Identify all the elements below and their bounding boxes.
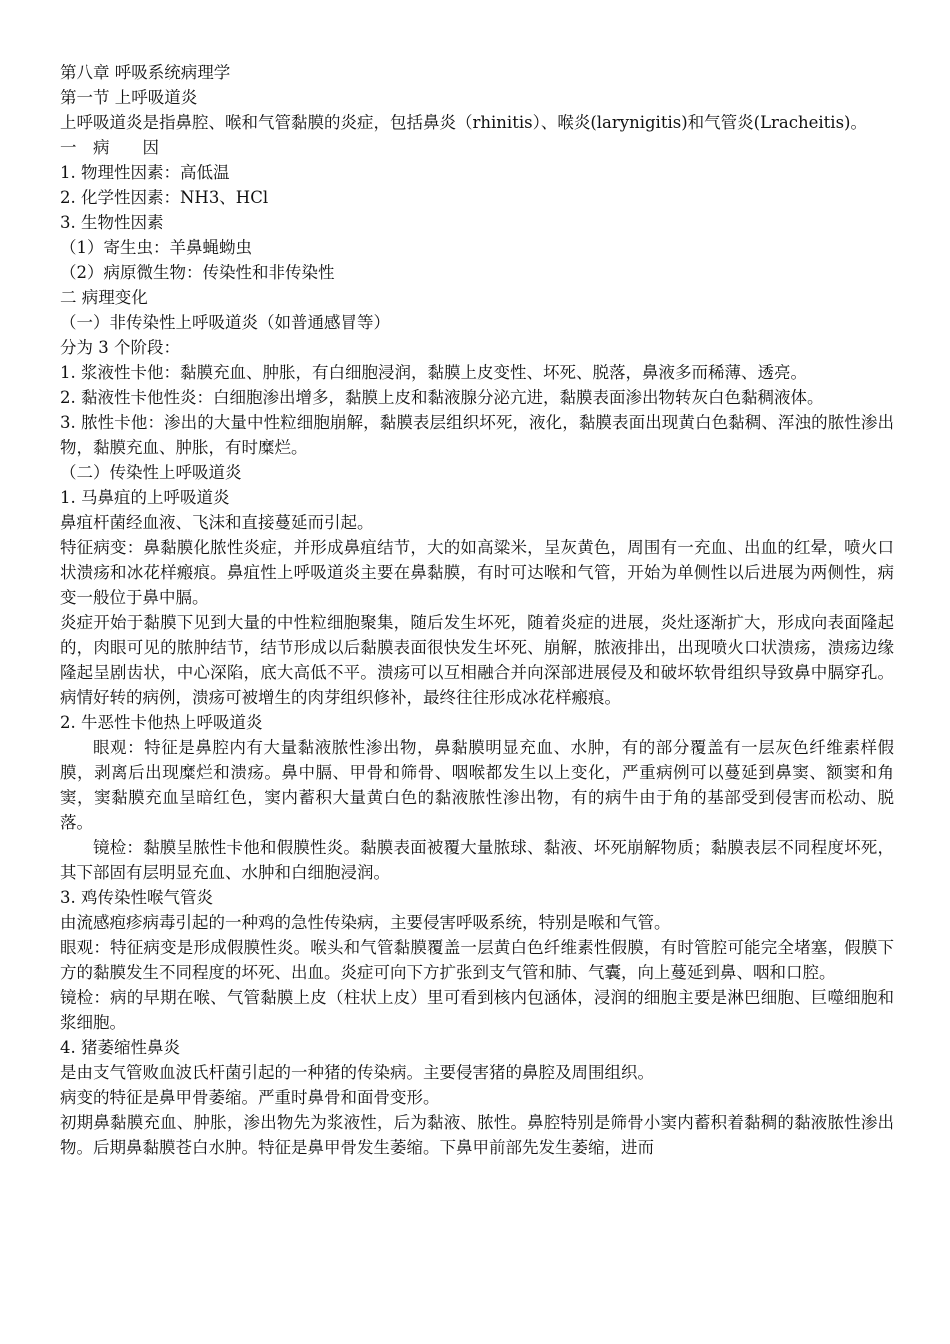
list-item: 1. 物理性因素：高低温: [60, 163, 230, 182]
paragraph: 镜检：病的早期在喉、气管黏膜上皮（柱状上皮）里可看到核内包涵体，浸润的细胞主要是淋巴细胞、巨噬细胞和浆细胞。: [60, 988, 894, 1032]
heading-pathology: 二 病理变化: [60, 288, 148, 307]
paragraph: 初期鼻黏膜充血、肿胀，渗出物先为浆液性，后为黏液、脓性。鼻腔特别是筛骨小窦内蓄积着黏稠的黏液脓性渗出物。后期鼻黏膜苍白水肿。特征是鼻甲骨发生萎缩。下鼻甲前部先发生萎缩，进而: [60, 1113, 894, 1157]
heading-etiology: 一 病 因: [60, 138, 159, 157]
paragraph: 鼻疽杆菌经血液、飞沫和直接蔓延而引起。: [60, 513, 374, 532]
paragraph: 由流感疱疹病毒引起的一种鸡的急性传染病，主要侵害呼吸系统，特别是喉和气管。: [60, 913, 671, 932]
subheading: 1. 马鼻疽的上呼吸道炎: [60, 488, 230, 507]
paragraph: 是由支气管败血波氏杆菌引起的一种猪的传染病。主要侵害猪的鼻腔及周围组织。: [60, 1063, 654, 1082]
paragraph: 炎症开始于黏膜下见到大量的中性粒细胞聚集，随后发生坏死，随着炎症的进展，炎灶逐渐扩大，形成向表面隆起的，肉眼可见的脓肿结节，结节形成以后黏膜表面很快发生坏死、崩解，脓液排出，出现喷火口状溃疡，溃疡边缘隆起呈剧齿状，中心深陷，底大高低不平。溃疡可以互相融合并向深部进展侵及和破坏软骨组织导致鼻中膈穿孔。病情好转的病例，溃疡可被增生的肉芽组织修补，最终往往形成冰花样瘢痕。: [60, 613, 894, 707]
paragraph: 分为 3 个阶段：: [60, 338, 180, 357]
list-item: （2）病原微生物：传染性和非传染性: [60, 263, 335, 282]
paragraph: 眼观：特征是鼻腔内有大量黏液脓性渗出物，鼻黏膜明显充血、水肿，有的部分覆盖有一层灰色纤维素样假膜，剥离后出现糜烂和溃疡。鼻中膈、甲骨和筛骨、咽喉都发生以上变化，严重病例可以蔓延到鼻窦、额窦和角窦，窦黏膜充血呈暗红色，窦内蓄积大量黄白色的黏液脓性渗出物，有的病牛由于角的基部受到侵害而松动、脱落。: [60, 738, 894, 832]
subheading: 3. 鸡传染性喉气管炎: [60, 888, 213, 907]
paragraph: 病变的特征是鼻甲骨萎缩。严重时鼻骨和面骨变形。: [60, 1088, 440, 1107]
paragraph: 特征病变：鼻黏膜化脓性炎症，并形成鼻疽结节，大的如高粱米，呈灰黄色，周围有一充血、出血的红晕，喷火口状溃疡和冰花样瘢痕。鼻疽性上呼吸道炎主要在鼻黏膜，有时可达喉和气管，开始为单侧性以后进展为两侧性，病变一般位于鼻中膈。: [60, 538, 894, 607]
list-item: 3. 生物性因素: [60, 213, 164, 232]
paragraph: 3. 脓性卡他：渗出的大量中性粒细胞崩解，黏膜表层组织坏死，液化，黏膜表面出现黄白色黏稠、浑浊的脓性渗出物，黏膜充血、肿胀，有时糜烂。: [60, 413, 894, 457]
paragraph: 镜检：黏膜呈脓性卡他和假膜性炎。黏膜表面被覆大量脓球、黏液、坏死崩解物质；黏膜表层不同程度坏死，其下部固有层明显充血、水肿和白细胞浸润。: [60, 838, 894, 882]
document-body: [60, 60, 894, 1160]
subheading: （一）非传染性上呼吸道炎（如普通感冒等）: [60, 313, 390, 332]
list-item: （1）寄生虫：羊鼻蝇蚴虫: [60, 238, 252, 257]
list-item: 2. 化学性因素：NH3、HCl: [60, 188, 269, 207]
paragraph: 2. 黏液性卡他性炎：白细胞渗出增多，黏膜上皮和黏液腺分泌亢进，黏膜表面渗出物转灰白色黏稠液体。: [60, 388, 824, 407]
subheading: 2. 牛恶性卡他热上呼吸道炎: [60, 713, 263, 732]
section-title: 第一节 上呼吸道炎: [60, 88, 198, 107]
paragraph: 上呼吸道炎是指鼻腔、喉和气管黏膜的炎症，包括鼻炎（rhinitis）、喉炎(larynigitis)和气管炎(Lracheitis)。: [60, 113, 867, 132]
paragraph: 眼观：特征病变是形成假膜性炎。喉头和气管黏膜覆盖一层黄白色纤维素性假膜，有时管腔可能完全堵塞，假膜下方的黏膜发生不同程度的坏死、出血。炎症可向下方扩张到支气管和肺、气囊，向上蔓延到鼻、咽和口腔。: [60, 938, 894, 982]
chapter-title: 第八章 呼吸系统病理学: [60, 63, 231, 82]
paragraph: 1. 浆液性卡他：黏膜充血、肿胀，有白细胞浸润，黏膜上皮变性、坏死、脱落，鼻液多而稀薄、透亮。: [60, 363, 807, 382]
subheading: （二）传染性上呼吸道炎: [60, 463, 242, 482]
subheading: 4. 猪萎缩性鼻炎: [60, 1038, 180, 1057]
